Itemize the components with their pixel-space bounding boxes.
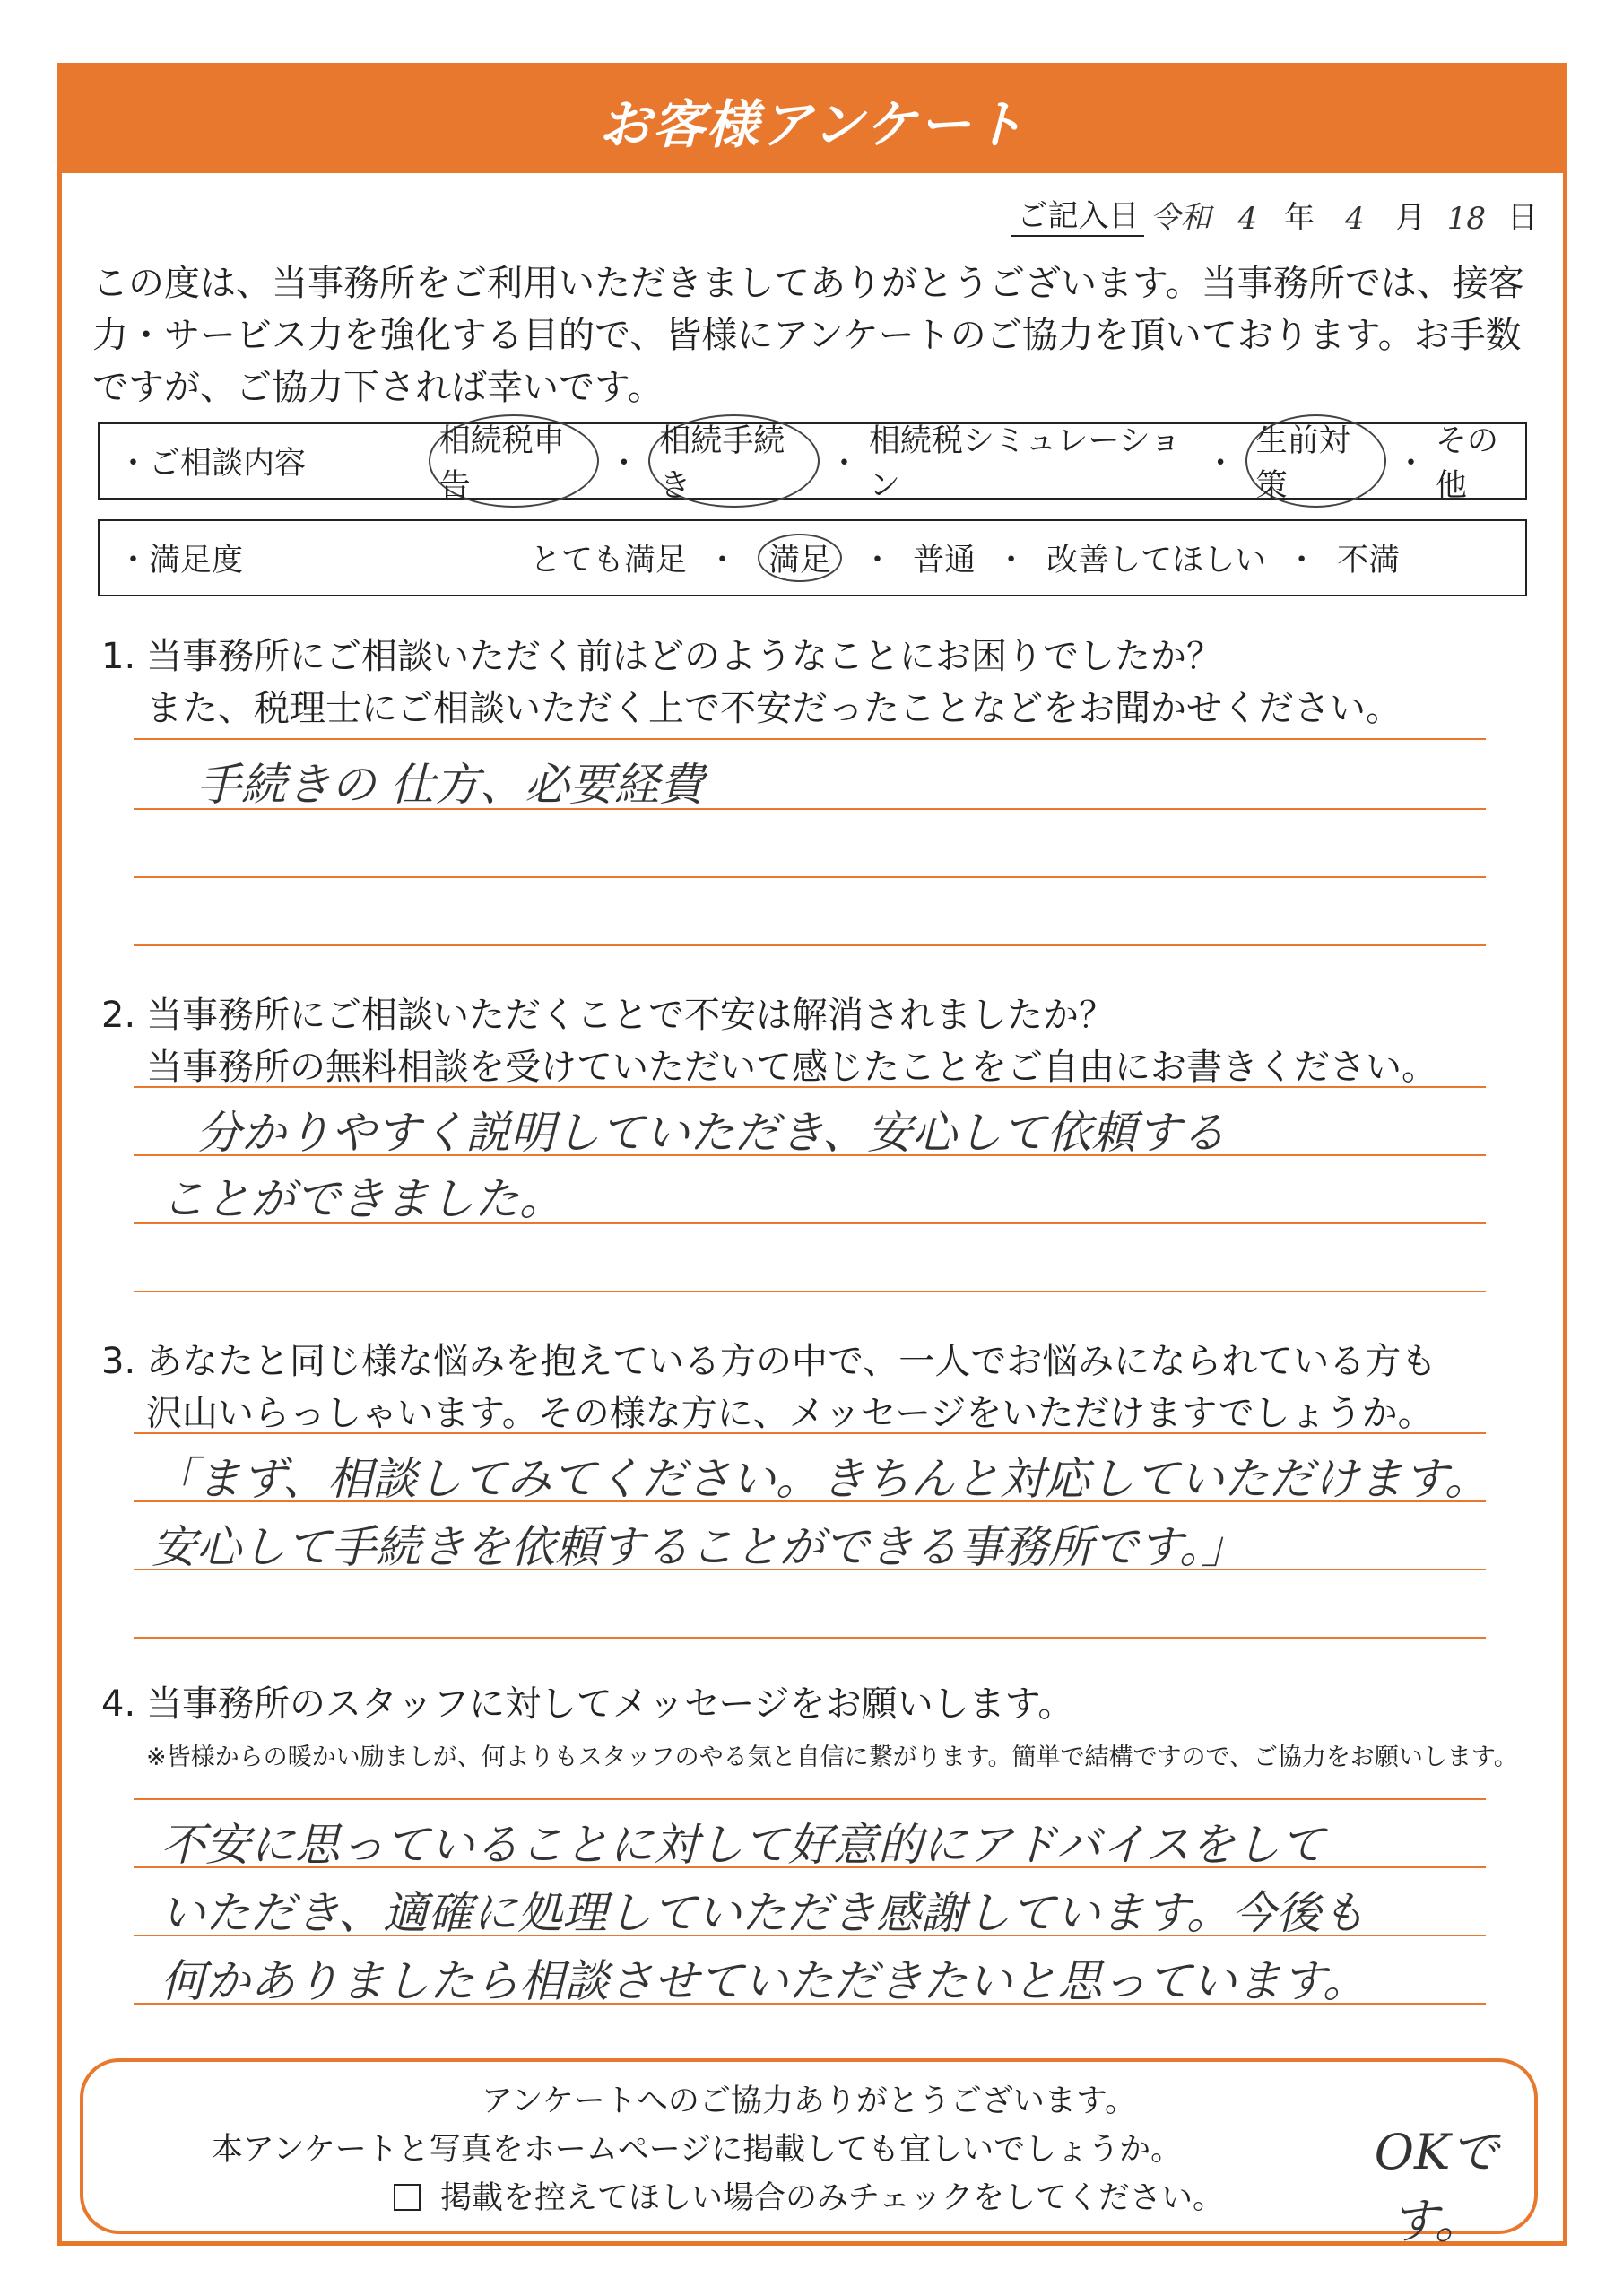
answer-2-line-1: 分かりやすく説明していただき、安心して依頼する [196,1107,1226,1159]
consent-thanks: アンケートへのご協力ありがとうございます。 [481,2083,1137,2119]
question-number: 3. [101,1341,136,1382]
answer-rule [134,1222,1486,1224]
answer-rule [134,1086,1486,1088]
question-4 [101,1678,1073,1730]
intro-line: ですが、ご協力下されば幸いです。 [92,367,664,408]
satisfaction-option[interactable]: 満足 [758,534,842,582]
question-text: 当事務所にご相談いただく前はどのようなことにお困りでしたか？ [146,636,1222,677]
question-text: あなたと同じ様な悩みを抱えている方の中で、一人でお悩みになられている方も [146,1341,1437,1382]
answer-rule [134,1798,1486,1800]
satisfaction-option[interactable]: 不満 [1337,543,1401,578]
answer-rule [134,1291,1486,1292]
satisfaction-option[interactable]: 改善してほしい [1046,543,1267,578]
consultation-box [98,422,1527,504]
answer-rule [134,1637,1486,1639]
answer-rule [134,738,1486,740]
handwritten-reply: OKです。 [1374,2124,1499,2249]
answer-4-line-1: 不安に思っていることに対して好意的にアドバイスをして [161,1819,1325,1871]
answer-3-line-1: 「まず、相談してみてください。きちんと対応していただけます。 [152,1453,1489,1505]
answer-rule [134,944,1486,946]
question-2 [101,989,1437,1093]
question-text: 当事務所の無料相談を受けていただいて感じたことをご自由にお書きください。 [146,1047,1437,1088]
question-number: 1. [101,636,136,677]
answer-3-line-2: 安心して手続きを依頼することができる事務所です。」 [152,1521,1246,1573]
entry-date-era: 令和 [1150,200,1211,236]
question-3 [101,1335,1436,1439]
consent-optout-row [83,2173,1534,2218]
entry-date [1011,191,1538,237]
consent-box [80,2058,1538,2249]
answer-4-line-3: 何かありましたら相談させていただきたいと思っています。 [161,1955,1367,2007]
answer-rule [134,808,1486,810]
page-title: お客様アンケート [598,94,1027,155]
intro-line: 力・サービス力を強化する目的で、皆様にアンケートのご協力を頂いております。お手数 [92,315,1522,356]
title-banner [62,67,1563,173]
option-separator: ・ [862,543,894,578]
question-4-note: ※皆様からの暖かい励ましが、何よりもスタッフのやる気と自信に繋がります。簡単で結構ですので、ご協力をお願いします。 [146,1744,1518,1771]
option-separator: ・ [1394,446,1427,482]
question-number: 2. [101,995,136,1036]
question-text: 当事務所にご相談いただくことで不安は解消されましたか？ [146,995,1115,1036]
answer-1-line-1: 手続きの 仕方、必要経費 [196,759,704,811]
satisfaction-option[interactable]: とても満足 [530,543,688,578]
opt-out-label: 掲載を控えてほしい場合のみチェックをしてください。 [440,2180,1224,2216]
consultation-options [429,414,1525,508]
satisfaction-options [530,534,1400,582]
consultation-option[interactable]: その他 [1435,423,1498,504]
answer-2-line-2: ことができました。 [161,1173,564,1225]
consultation-option[interactable]: 相続税シミュレーション [869,423,1181,504]
entry-date-day: 18 [1446,201,1486,237]
option-separator: ・ [608,446,640,482]
question-text: 当事務所のスタッフに対してメッセージをお願いします。 [146,1683,1074,1725]
consultation-option[interactable]: 相続税申告 [429,414,600,508]
satisfaction-box [98,519,1527,596]
consent-question: 本アンケートと写真をホームページに掲載しても宜しいでしょうか。 [211,2132,1183,2168]
option-separator: ・ [707,543,739,578]
entry-date-day-unit: 日 [1507,200,1538,236]
opt-out-checkbox[interactable] [394,2184,421,2211]
answer-rule [134,1935,1486,1936]
answer-rule [134,876,1486,878]
answer-rule [134,1432,1486,1434]
answer-rule [134,2003,1486,2005]
question-1 [101,631,1402,735]
intro-text [92,257,1545,413]
question-number: 4. [101,1683,136,1725]
consultation-option[interactable]: 相続手続き [648,414,820,508]
option-separator: ・ [1286,543,1318,578]
answer-rule [134,1154,1486,1156]
entry-date-month-unit: 月 [1394,200,1426,236]
survey-sheet [57,63,1567,2249]
answer-rule [134,1500,1486,1502]
option-separator: ・ [995,543,1028,578]
question-text: また、税理士にご相談いただく上で不安だったことなどをお聞かせください。 [146,688,1402,729]
answer-4-line-2: いただき、適確に処理していただき感謝しています。今後も [161,1887,1366,1939]
consultation-option[interactable]: 生前対策 [1245,414,1386,508]
consultation-label: ・ご相談内容 [117,446,307,482]
entry-date-year: 4 [1237,201,1258,237]
answer-rule [134,1866,1486,1868]
answer-rule [134,1569,1486,1570]
satisfaction-option[interactable]: 普通 [913,543,976,578]
entry-date-year-unit: 年 [1284,200,1315,236]
question-text: 沢山いらっしゃいます。その様な方に、メッセージをいただけますでしょうか。 [146,1393,1434,1434]
entry-date-label: ご記入日 [1011,191,1144,237]
satisfaction-label: ・満足度 [117,543,244,578]
option-separator: ・ [829,446,861,482]
option-separator: ・ [1204,446,1237,482]
intro-line: この度は、当事務所をご利用いただきましてありがとうございます。当事務所では、接客 [92,263,1524,304]
entry-date-month: 4 [1345,201,1365,237]
